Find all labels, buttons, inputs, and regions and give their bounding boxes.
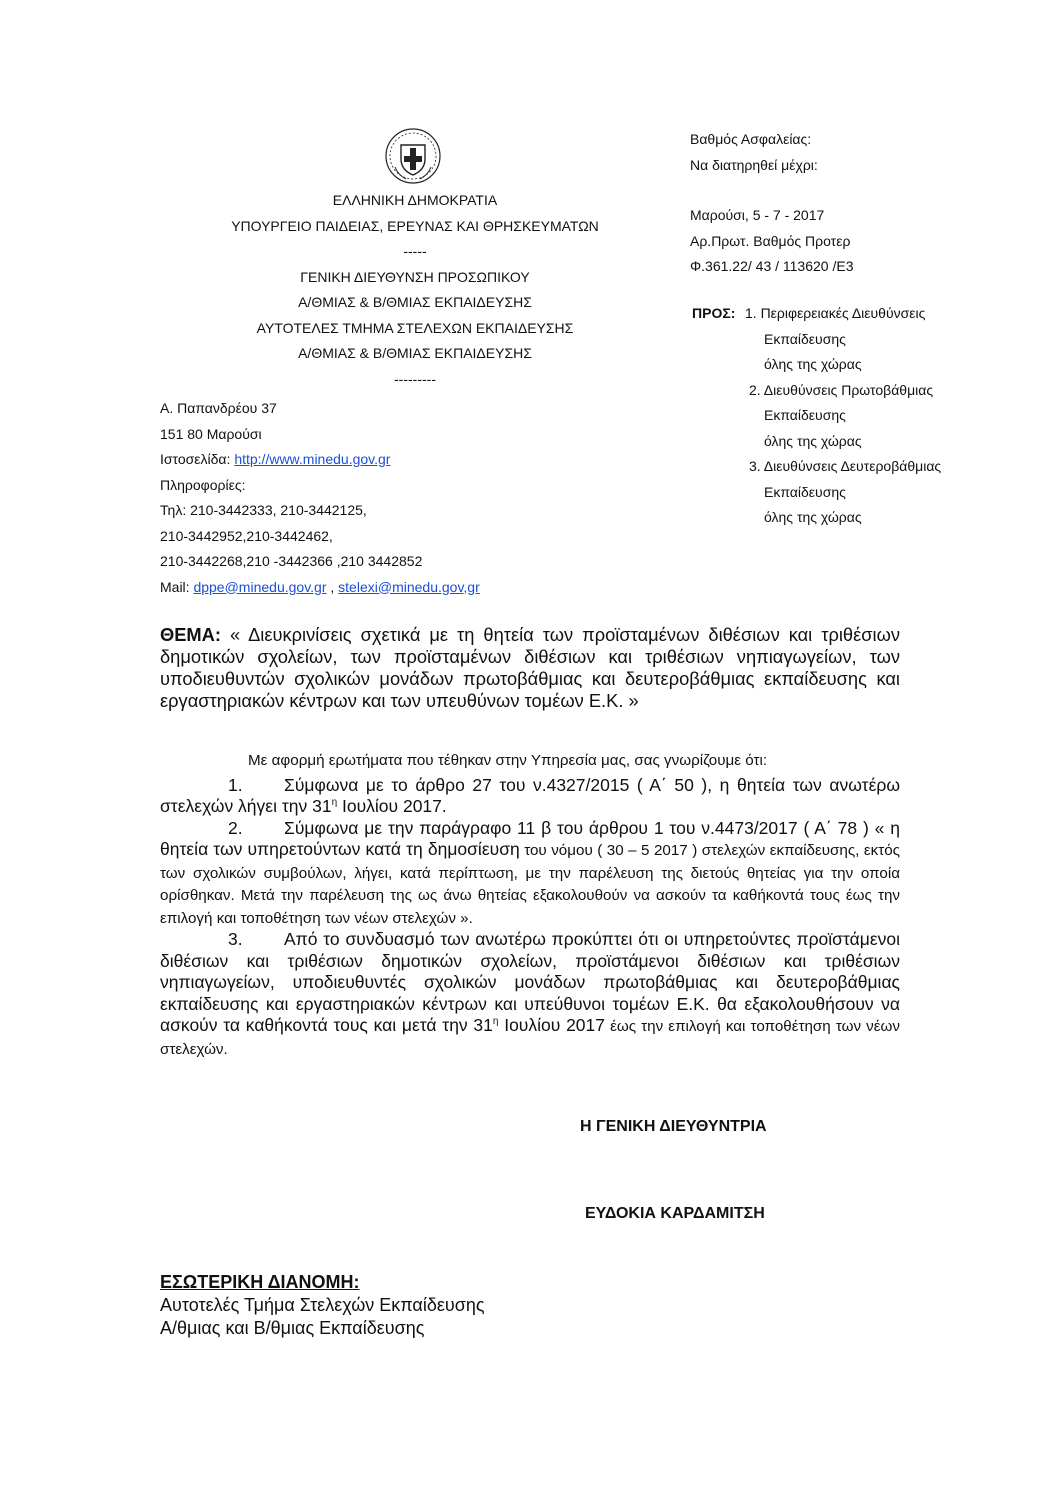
greek-coat-of-arms-icon: [384, 127, 442, 185]
item-3-number: 3.: [228, 929, 243, 949]
subject-text: « Διευκρινίσεις σχετικά με τη θητεία των προϊσταμένων διθέσιων και τριθέσιων δημοτικών σχολείων, των προϊσταμένων διθέσιων και τριθέσιων νηπιαγωγείων, των υποδιευθυντών σχολικών μονάδων πρωτοβάθμιας και δευτεροβάθμιας εκπαίδευσης και εργαστηριακών κέντρων και των υπευθύνων τομέων Ε.Κ. »: [160, 624, 900, 711]
header-line: ΥΠΟΥΡΓΕΙΟ ΠΑΙΔΕΙΑΣ, ΕΡΕΥΝΑΣ ΚΑΙ ΘΡΗΣΚΕΥΜΑΤΩΝ: [231, 217, 599, 234]
meta-block: [690, 127, 1030, 280]
distribution-line: Αυτοτελές Τμήμα Στελεχών Εκπαίδευσης: [160, 1295, 485, 1315]
mail-link-dppe[interactable]: dppe@minedu.gov.gr: [193, 578, 327, 595]
subject-label: ΘΕΜΑ:: [160, 624, 221, 645]
header-line: ΕΛΛΗΝΙΚΗ ΔΗΜΟΚΡΑΤΙΑ: [332, 192, 498, 208]
retain-until: Να διατηρηθεί μέχρι:: [690, 156, 818, 173]
security-degree: Βαθμός Ασφαλείας:: [690, 131, 812, 147]
recipient-line: όλης της χώρας: [764, 356, 862, 372]
mail-link-stelexi[interactable]: stelexi@minedu.gov,gr: [338, 578, 480, 595]
item-1-text-end: Ιουλίου 2017.: [337, 796, 447, 816]
website-line: [160, 447, 580, 473]
item-3-sup: η: [492, 1016, 499, 1028]
recipient-line: Εκπαίδευσης: [764, 330, 846, 347]
mail-label: Mail:: [160, 578, 194, 595]
recipient-line: 2. Διευθύνσεις Πρωτοβάθμιας: [749, 381, 934, 398]
distribution-label: ΕΣΩΤΕΡΙΚΗ ΔΙΑΝΟΜΗ:: [160, 1272, 360, 1292]
item-1: [160, 775, 900, 818]
address-block: [160, 396, 580, 600]
item-3-text-end: έως την επιλογή και τοποθέτηση των νέων στελεχών.: [160, 1018, 901, 1058]
recipient-line: 3. Διευθύνσεις Δευτεροβάθμιας: [749, 458, 942, 474]
mail-line: [160, 575, 580, 601]
address-city: 151 80 Μαρούσι: [160, 425, 262, 442]
recipient-line: 1. Περιφερειακές Διευθύνσεις: [745, 305, 926, 321]
mail-separator: ,: [326, 578, 339, 595]
distribution-line: Α/θμιας και Β/θμιας Εκπαίδευσης: [160, 1318, 425, 1338]
tel-line: 210-3442268,210 -3442366 ,210 3442852: [160, 553, 423, 569]
internal-distribution: [160, 1271, 485, 1340]
item-1-sup: η: [331, 797, 338, 809]
recipients-list: [745, 301, 1035, 531]
item-3: [160, 929, 900, 1060]
website-link[interactable]: http://www.minedu.gov.gr: [234, 451, 391, 467]
recipient-line: όλης της χώρας: [764, 509, 862, 525]
website-label: Ιστοσελίδα:: [160, 451, 235, 467]
item-3-text-mid: Ιουλίου 2017: [498, 1015, 605, 1035]
item-2: [160, 818, 900, 930]
signature-title: Η ΓΕΝΙΚΗ ΔΙΕΥΘΥΝΤΡΙΑ: [580, 1118, 767, 1135]
header-line: Α/ΘΜΙΑΣ & Β/ΘΜΙΑΣ ΕΚΠΑΙΔΕΥΣΗΣ: [298, 345, 532, 361]
item-2-number: 2.: [228, 817, 243, 838]
item-1-text: Σύμφωνα με το άρθρο 27 του ν.4327/2015 ( Α΄ 50 ), η θητεία των ανωτέρω στελεχών λήγει την 31: [160, 774, 900, 816]
tel-line: Τηλ: 210-3442333, 210-3442125,: [160, 502, 367, 518]
signature-name: ΕΥΔΟΚΙΑ ΚΑΡΔΑΜΙΤΣΗ: [585, 1205, 765, 1222]
document-date: Μαρούσι, 5 - 7 - 2017: [690, 207, 825, 223]
subject-paragraph: [160, 624, 900, 712]
protocol-number: Φ.361.22/ 43 / 113620 /Ε3: [690, 258, 854, 274]
item-2-text-cont: του νόμου ( 30 – 5 2017 ) στελεχών εκπαίδευσης, εκτός των σχολικών συμβούλων, λήγει, κατά περίπτωση, με την παρέλευση της διετούς θητείας για την οποία ορίσθηκαν. Μετά την παρέλευση της ως άνω θητείας εξακολουθούν να ασκούν τα καθήκοντά τους έως την επιλογή και τοποθέτηση των νέων στελεχών ».: [160, 842, 901, 927]
protocol-label: Αρ.Πρωτ. Βαθμός Προτερ: [690, 232, 851, 249]
recipient-line: Εκπαίδευσης: [764, 483, 846, 500]
item-2-text: Σύμφωνα με την παράγραφο 11 β του άρθρου 1 του ν.4473/2017 ( Α΄ 78 ) « η θητεία των υπηρετούντων κατά τη δημοσίευση: [160, 817, 900, 859]
recipient-line: Εκπαίδευσης: [764, 407, 846, 423]
header-line: ΓΕΝΙΚΗ ΔΙΕΥΘΥΝΣΗ ΠΡΟΣΩΠΙΚΟΥ: [300, 268, 530, 285]
recipients-label: ΠΡΟΣ:: [692, 305, 736, 321]
header-line: -----: [403, 243, 427, 259]
info-label: Πληροφορίες:: [160, 476, 246, 493]
address-street: Α. Παπανδρέου 37: [160, 400, 277, 416]
recipient-line: όλης της χώρας: [764, 432, 862, 449]
item-3-text: Από το συνδυασμό των ανωτέρω προκύπτει ότι οι υπηρετούντες προϊστάμενοι διθέσιων και τριθέσιων δημοτικών σχολείων, προϊστάμενοι διθέσιων και τριθέσιων νηπιαγωγείων, υποδιευθυντές σχολικών μονάδων πρωτοβάθμιας και δευτεροβάθμιας εκπαίδευσης και εργαστηριακών κέντρων και υπεύθυνοι τομέων Ε.Κ. θα εξακολουθήσουν να ασκούν τα καθήκοντά τους και μετά την 31: [160, 929, 900, 1035]
ministry-header: [170, 188, 660, 392]
header-line: Α/ΘΜΙΑΣ & Β/ΘΜΙΑΣ ΕΚΠΑΙΔΕΥΣΗΣ: [298, 294, 532, 310]
header-line: ---------: [394, 370, 436, 387]
letter-body: [160, 750, 900, 1060]
tel-line: 210-3442952,210-3442462,: [160, 527, 333, 544]
item-1-number: 1.: [228, 774, 243, 795]
header-line: ΑΥΤΟΤΕΛΕΣ ΤΜΗΜΑ ΣΤΕΛΕΧΩΝ ΕΚΠΑΙΔΕΥΣΗΣ: [256, 319, 574, 336]
intro-paragraph: Με αφορμή ερωτήματα που τέθηκαν στην Υπηρεσία μας, σας γνωρίζουμε ότι:: [248, 752, 768, 769]
